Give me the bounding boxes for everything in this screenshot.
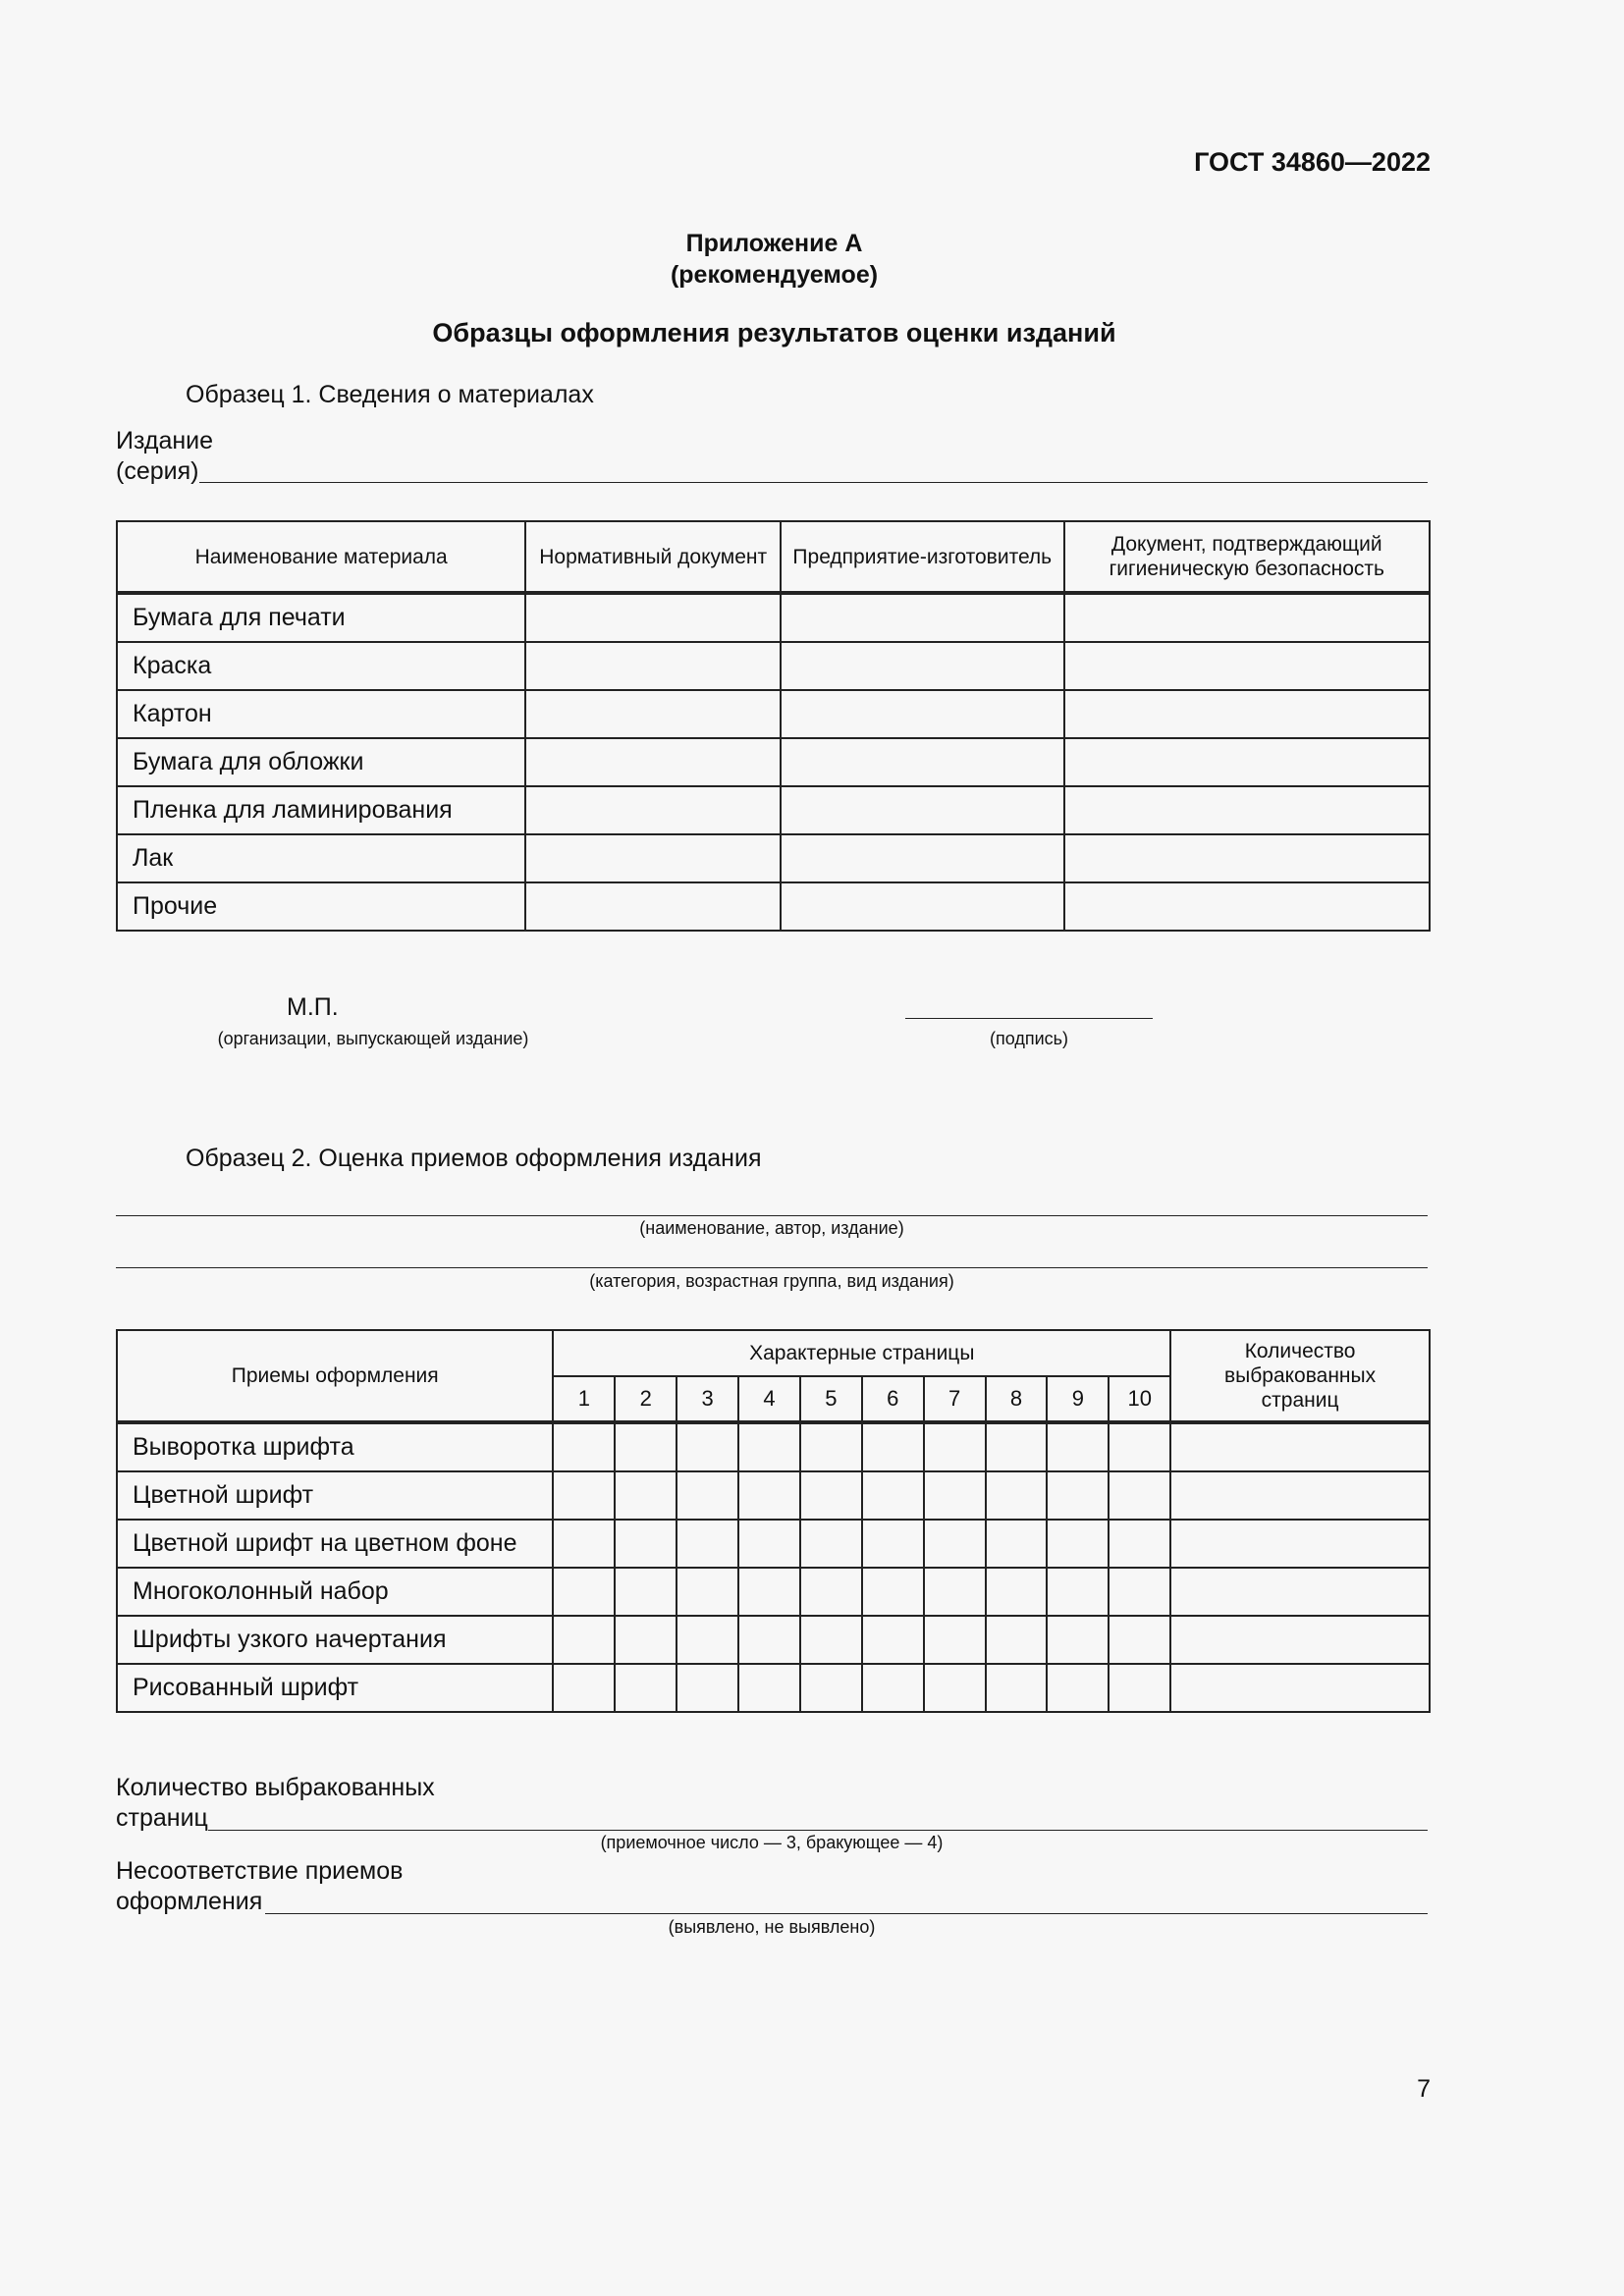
page-number: 3 [677, 1376, 738, 1422]
cell[interactable] [800, 1664, 862, 1712]
sample1-heading: Образец 1. Сведения о материалах [186, 381, 594, 408]
technique-name: Цветной шрифт [117, 1471, 553, 1520]
category-caption: (категория, возрастная группа, вид издания) [589, 1271, 954, 1291]
table-row [117, 882, 1430, 931]
cell[interactable] [986, 1520, 1048, 1568]
signature-line[interactable] [905, 1018, 1153, 1019]
cell[interactable] [525, 738, 781, 786]
header-rejected-count: Количество выбракованных страниц [1170, 1330, 1430, 1422]
cell[interactable] [553, 1568, 615, 1616]
cell[interactable] [615, 1422, 677, 1471]
cell[interactable] [986, 1471, 1048, 1520]
edition-fill-line[interactable] [199, 482, 1428, 483]
cell[interactable] [781, 690, 1064, 738]
edition-label-line2: (серия) [116, 457, 199, 485]
cell[interactable] [800, 1471, 862, 1520]
cell[interactable] [800, 1520, 862, 1568]
cell[interactable] [1109, 1520, 1170, 1568]
page-number: 2 [615, 1376, 677, 1422]
cell[interactable] [1047, 1568, 1109, 1616]
cell[interactable] [677, 1520, 738, 1568]
cell[interactable] [1109, 1471, 1170, 1520]
table-row [117, 834, 1430, 882]
cell[interactable] [615, 1520, 677, 1568]
signature-caption: (подпись) [989, 1029, 1069, 1048]
stamp-label: М.П. [287, 993, 339, 1021]
header-hygiene-doc: Документ, подтверждающий гигиеническую безопасность [1064, 521, 1430, 593]
cell[interactable] [677, 1616, 738, 1664]
cell[interactable] [924, 1520, 986, 1568]
cell[interactable] [924, 1422, 986, 1471]
cell[interactable] [525, 642, 781, 690]
cell[interactable] [1109, 1664, 1170, 1712]
cell[interactable] [1064, 690, 1430, 738]
cell[interactable] [862, 1520, 924, 1568]
materials-table-header [117, 521, 1430, 593]
page-number: 1 [553, 1376, 615, 1422]
cell[interactable] [1064, 738, 1430, 786]
table-row [117, 593, 1430, 642]
appendix-heading [0, 228, 1548, 291]
rejected-count-label [116, 1773, 435, 1834]
appendix-label: Приложение А [685, 230, 863, 257]
cell[interactable] [525, 834, 781, 882]
rejected-count-caption: (приемочное число — 3, бракующее — 4) [600, 1833, 944, 1852]
cell[interactable] [738, 1664, 800, 1712]
cell[interactable] [553, 1422, 615, 1471]
cell[interactable] [1047, 1664, 1109, 1712]
cell[interactable] [677, 1568, 738, 1616]
appendix-status: (рекомендуемое) [670, 261, 879, 289]
cell[interactable] [1064, 642, 1430, 690]
cell[interactable] [1170, 1471, 1430, 1520]
cell[interactable] [738, 1568, 800, 1616]
cell[interactable] [862, 1422, 924, 1471]
cell[interactable] [1170, 1568, 1430, 1616]
table-row [117, 1520, 1430, 1568]
cell[interactable] [924, 1568, 986, 1616]
material-name: Прочие [117, 882, 525, 931]
header-techniques: Приемы оформления [117, 1330, 553, 1422]
cell[interactable] [924, 1664, 986, 1712]
mismatch-label [116, 1856, 403, 1917]
edition-label-line1: Издание [116, 427, 214, 454]
page-number: 7 [924, 1376, 986, 1422]
table-row [117, 1422, 1430, 1471]
rejected-count-label-line1: Количество выбракованных [116, 1774, 435, 1801]
material-name: Краска [117, 642, 525, 690]
header-pages: Характерные страницы [553, 1330, 1170, 1376]
techniques-table-header [117, 1330, 1430, 1376]
rejected-count-fill-line[interactable] [208, 1830, 1428, 1831]
mismatch-label-line1: Несоответствие приемов [116, 1857, 404, 1885]
cell[interactable] [738, 1422, 800, 1471]
cell[interactable] [553, 1471, 615, 1520]
cell[interactable] [677, 1422, 738, 1471]
page-number: 4 [738, 1376, 800, 1422]
rejected-count-label-line2: страниц [116, 1804, 208, 1832]
cell[interactable] [525, 882, 781, 931]
cell[interactable] [924, 1471, 986, 1520]
material-name: Бумага для печати [117, 593, 525, 642]
mismatch-fill-line[interactable] [265, 1913, 1428, 1914]
header-material-name: Наименование материала [117, 521, 525, 593]
cell[interactable] [1109, 1422, 1170, 1471]
cell[interactable] [738, 1520, 800, 1568]
cell[interactable] [781, 738, 1064, 786]
standard-code: ГОСТ 34860—2022 [1194, 147, 1431, 177]
cell[interactable] [800, 1422, 862, 1471]
cell[interactable] [986, 1568, 1048, 1616]
cell[interactable] [615, 1471, 677, 1520]
header-normative-doc: Нормативный документ [525, 521, 781, 593]
cell[interactable] [1064, 786, 1430, 834]
technique-name: Многоколонный набор [117, 1568, 553, 1616]
table-row [117, 1568, 1430, 1616]
table-row [117, 1471, 1430, 1520]
name-fill-line[interactable] [116, 1215, 1428, 1216]
cell[interactable] [615, 1568, 677, 1616]
cell[interactable] [986, 1664, 1048, 1712]
table-row [117, 642, 1430, 690]
technique-name: Шрифты узкого начертания [117, 1616, 553, 1664]
table-row [117, 1616, 1430, 1664]
cell[interactable] [615, 1616, 677, 1664]
category-fill-line[interactable] [116, 1267, 1428, 1268]
page-number: 5 [800, 1376, 862, 1422]
cell[interactable] [862, 1568, 924, 1616]
cell[interactable] [1047, 1520, 1109, 1568]
cell[interactable] [781, 882, 1064, 931]
cell[interactable] [525, 690, 781, 738]
stamp-caption: (организации, выпускающей издание) [217, 1029, 529, 1048]
material-name: Картон [117, 690, 525, 738]
sample2-heading: Образец 2. Оценка приемов оформления издания [186, 1145, 762, 1172]
cell[interactable] [1047, 1422, 1109, 1471]
cell[interactable] [1170, 1520, 1430, 1568]
cell[interactable] [1170, 1664, 1430, 1712]
cell[interactable] [677, 1471, 738, 1520]
cell[interactable] [553, 1520, 615, 1568]
page-number: 6 [862, 1376, 924, 1422]
cell[interactable] [800, 1568, 862, 1616]
header-manufacturer: Предприятие-изготовитель [781, 521, 1064, 593]
cell[interactable] [781, 786, 1064, 834]
cell[interactable] [986, 1616, 1048, 1664]
cell[interactable] [862, 1664, 924, 1712]
materials-table [116, 520, 1431, 932]
material-name: Бумага для обложки [117, 738, 525, 786]
cell[interactable] [525, 593, 781, 642]
cell[interactable] [553, 1664, 615, 1712]
table-row [117, 738, 1430, 786]
page-number: 9 [1047, 1376, 1109, 1422]
mismatch-caption: (выявлено, не выявлено) [668, 1917, 876, 1937]
cell[interactable] [615, 1664, 677, 1712]
cell[interactable] [862, 1471, 924, 1520]
cell[interactable] [800, 1616, 862, 1664]
cell[interactable] [924, 1616, 986, 1664]
cell[interactable] [781, 642, 1064, 690]
cell[interactable] [1109, 1568, 1170, 1616]
material-name: Пленка для ламинирования [117, 786, 525, 834]
table-row [117, 786, 1430, 834]
edition-label [116, 426, 213, 487]
cell[interactable] [1109, 1616, 1170, 1664]
cell[interactable] [525, 786, 781, 834]
cell[interactable] [862, 1616, 924, 1664]
cell[interactable] [986, 1422, 1048, 1471]
cell[interactable] [1047, 1471, 1109, 1520]
cell[interactable] [1170, 1616, 1430, 1664]
cell[interactable] [1064, 882, 1430, 931]
cell[interactable] [553, 1616, 615, 1664]
material-name: Лак [117, 834, 525, 882]
name-caption: (наименование, автор, издание) [639, 1218, 904, 1238]
cell[interactable] [781, 834, 1064, 882]
mismatch-label-line2: оформления [116, 1888, 263, 1915]
cell[interactable] [1064, 593, 1430, 642]
technique-name: Цветной шрифт на цветном фоне [117, 1520, 553, 1568]
cell[interactable] [781, 593, 1064, 642]
cell[interactable] [738, 1471, 800, 1520]
cell[interactable] [1170, 1422, 1430, 1471]
table-row [117, 1664, 1430, 1712]
page-number: 8 [986, 1376, 1048, 1422]
table-row [117, 690, 1430, 738]
technique-name: Рисованный шрифт [117, 1664, 553, 1712]
page-number-footer: 7 [1417, 2075, 1431, 2103]
page-number: 10 [1109, 1376, 1170, 1422]
cell[interactable] [677, 1664, 738, 1712]
cell[interactable] [1047, 1616, 1109, 1664]
technique-name: Выворотка шрифта [117, 1422, 553, 1471]
techniques-table [116, 1329, 1431, 1713]
page-title: Образцы оформления результатов оценки изданий [432, 318, 1116, 347]
cell[interactable] [738, 1616, 800, 1664]
cell[interactable] [1064, 834, 1430, 882]
